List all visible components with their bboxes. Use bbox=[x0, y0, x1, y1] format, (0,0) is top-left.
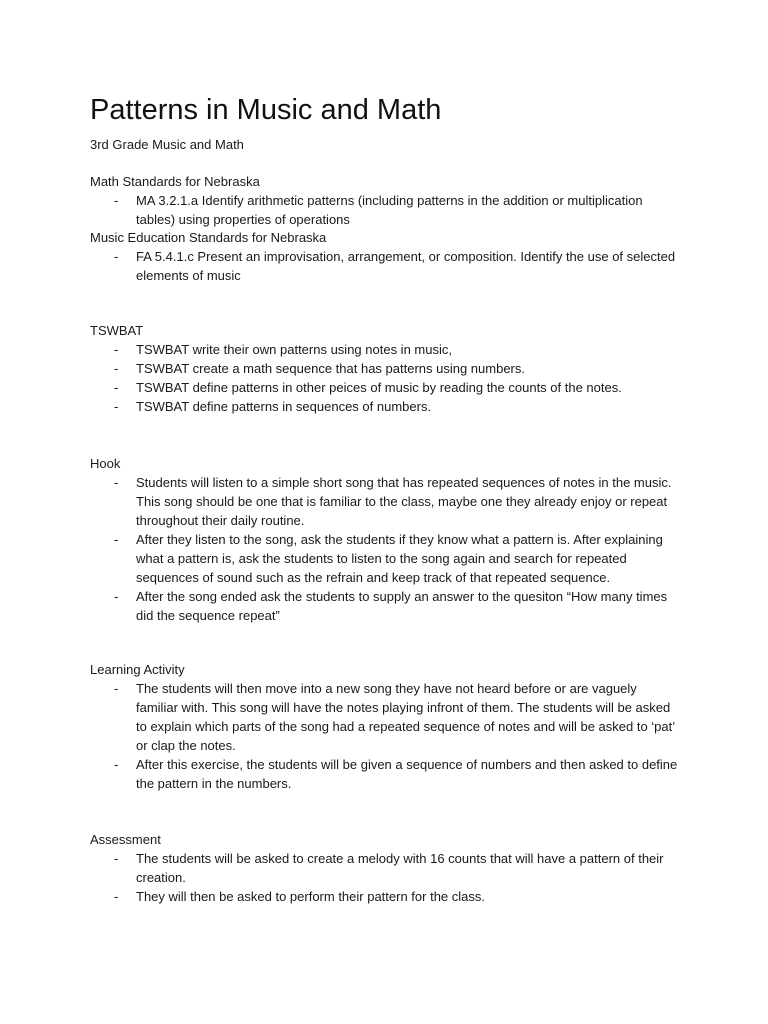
bullet-list bbox=[90, 247, 680, 285]
bullet-text: After the song ended ask the students to supply an answer to the quesiton “How many times did the sequence repeat” bbox=[136, 589, 668, 623]
bullet-list bbox=[90, 849, 680, 906]
bullet-item bbox=[90, 378, 680, 397]
bullet-item bbox=[90, 397, 680, 416]
bullet-marker: - bbox=[114, 681, 119, 696]
section-tswbat bbox=[90, 322, 680, 416]
bullet-list bbox=[90, 679, 680, 793]
bullet-list bbox=[90, 191, 680, 229]
bullet-item bbox=[90, 473, 680, 530]
bullet-item bbox=[90, 247, 680, 285]
bullet-marker: - bbox=[114, 380, 119, 395]
bullet-item bbox=[90, 340, 680, 359]
bullet-marker: - bbox=[114, 851, 119, 866]
section-math-standards bbox=[90, 173, 680, 229]
bullet-marker: - bbox=[114, 475, 119, 490]
section-heading: Assessment bbox=[90, 832, 161, 847]
bullet-item bbox=[90, 587, 680, 625]
bullet-list bbox=[90, 473, 680, 625]
page-title: Patterns in Music and Math bbox=[90, 94, 442, 126]
bullet-text: TSWBAT write their own patterns using notes in music, bbox=[136, 342, 452, 357]
section-assessment bbox=[90, 831, 680, 906]
page-subtitle: 3rd Grade Music and Math bbox=[90, 137, 244, 152]
section-heading: Learning Activity bbox=[90, 662, 185, 677]
bullet-marker: - bbox=[114, 249, 119, 264]
bullet-marker: - bbox=[114, 757, 119, 772]
bullet-marker: - bbox=[114, 589, 119, 604]
bullet-text: FA 5.4.1.c Present an improvisation, arrangement, or composition. Identify the use of selected elements of music bbox=[136, 249, 676, 283]
section-heading: Music Education Standards for Nebraska bbox=[90, 230, 327, 245]
bullet-item bbox=[90, 849, 680, 887]
section-heading: Hook bbox=[90, 456, 121, 471]
bullet-item bbox=[90, 359, 680, 378]
bullet-text: TSWBAT define patterns in other peices of music by reading the counts of the notes. bbox=[136, 380, 622, 395]
bullet-marker: - bbox=[114, 342, 119, 357]
bullet-marker: - bbox=[114, 532, 119, 547]
bullet-text: After they listen to the song, ask the students if they know what a pattern is. After explaining what a pattern is, ask the students to listen to the song again and search for repeated sequences of sound such as the refrain and keep track of that repeated sequence. bbox=[136, 532, 663, 585]
section-hook bbox=[90, 455, 680, 625]
section-heading: TSWBAT bbox=[90, 323, 144, 338]
bullet-text: TSWBAT define patterns in sequences of numbers. bbox=[136, 399, 432, 414]
section-learning-activity bbox=[90, 661, 680, 793]
bullet-marker: - bbox=[114, 399, 119, 414]
bullet-item bbox=[90, 755, 680, 793]
bullet-marker: - bbox=[114, 889, 119, 904]
bullet-item bbox=[90, 679, 680, 755]
bullet-text: The students will be asked to create a melody with 16 counts that will have a pattern of their creation. bbox=[136, 851, 664, 885]
bullet-text: The students will then move into a new song they have not heard before or are vaguely familiar with. This song will have the notes playing infront of them. The students will be asked to explain which parts of the song had a repeated sequence of notes and will be asked to ‘pat’ or clap the notes. bbox=[136, 681, 675, 753]
bullet-text: Students will listen to a simple short song that has repeated sequences of notes in the music. This song should be one that is familiar to the class, maybe one they already enjoy or repeat throughout their daily routine. bbox=[136, 475, 672, 528]
bullet-text: MA 3.2.1.a Identify arithmetic patterns (including patterns in the addition or multiplication tables) using properties of operations bbox=[136, 193, 643, 227]
bullet-item bbox=[90, 191, 680, 229]
section-heading: Math Standards for Nebraska bbox=[90, 174, 260, 189]
bullet-text: They will then be asked to perform their pattern for the class. bbox=[136, 889, 486, 904]
bullet-text: After this exercise, the students will be given a sequence of numbers and then asked to define the pattern in the numbers. bbox=[136, 757, 678, 791]
bullet-marker: - bbox=[114, 193, 119, 208]
section-music-standards bbox=[90, 229, 680, 285]
bullet-text: TSWBAT create a math sequence that has patterns using numbers. bbox=[136, 361, 525, 376]
bullet-item bbox=[90, 530, 680, 587]
bullet-item bbox=[90, 887, 680, 906]
bullet-marker: - bbox=[114, 361, 119, 376]
bullet-list bbox=[90, 340, 680, 416]
